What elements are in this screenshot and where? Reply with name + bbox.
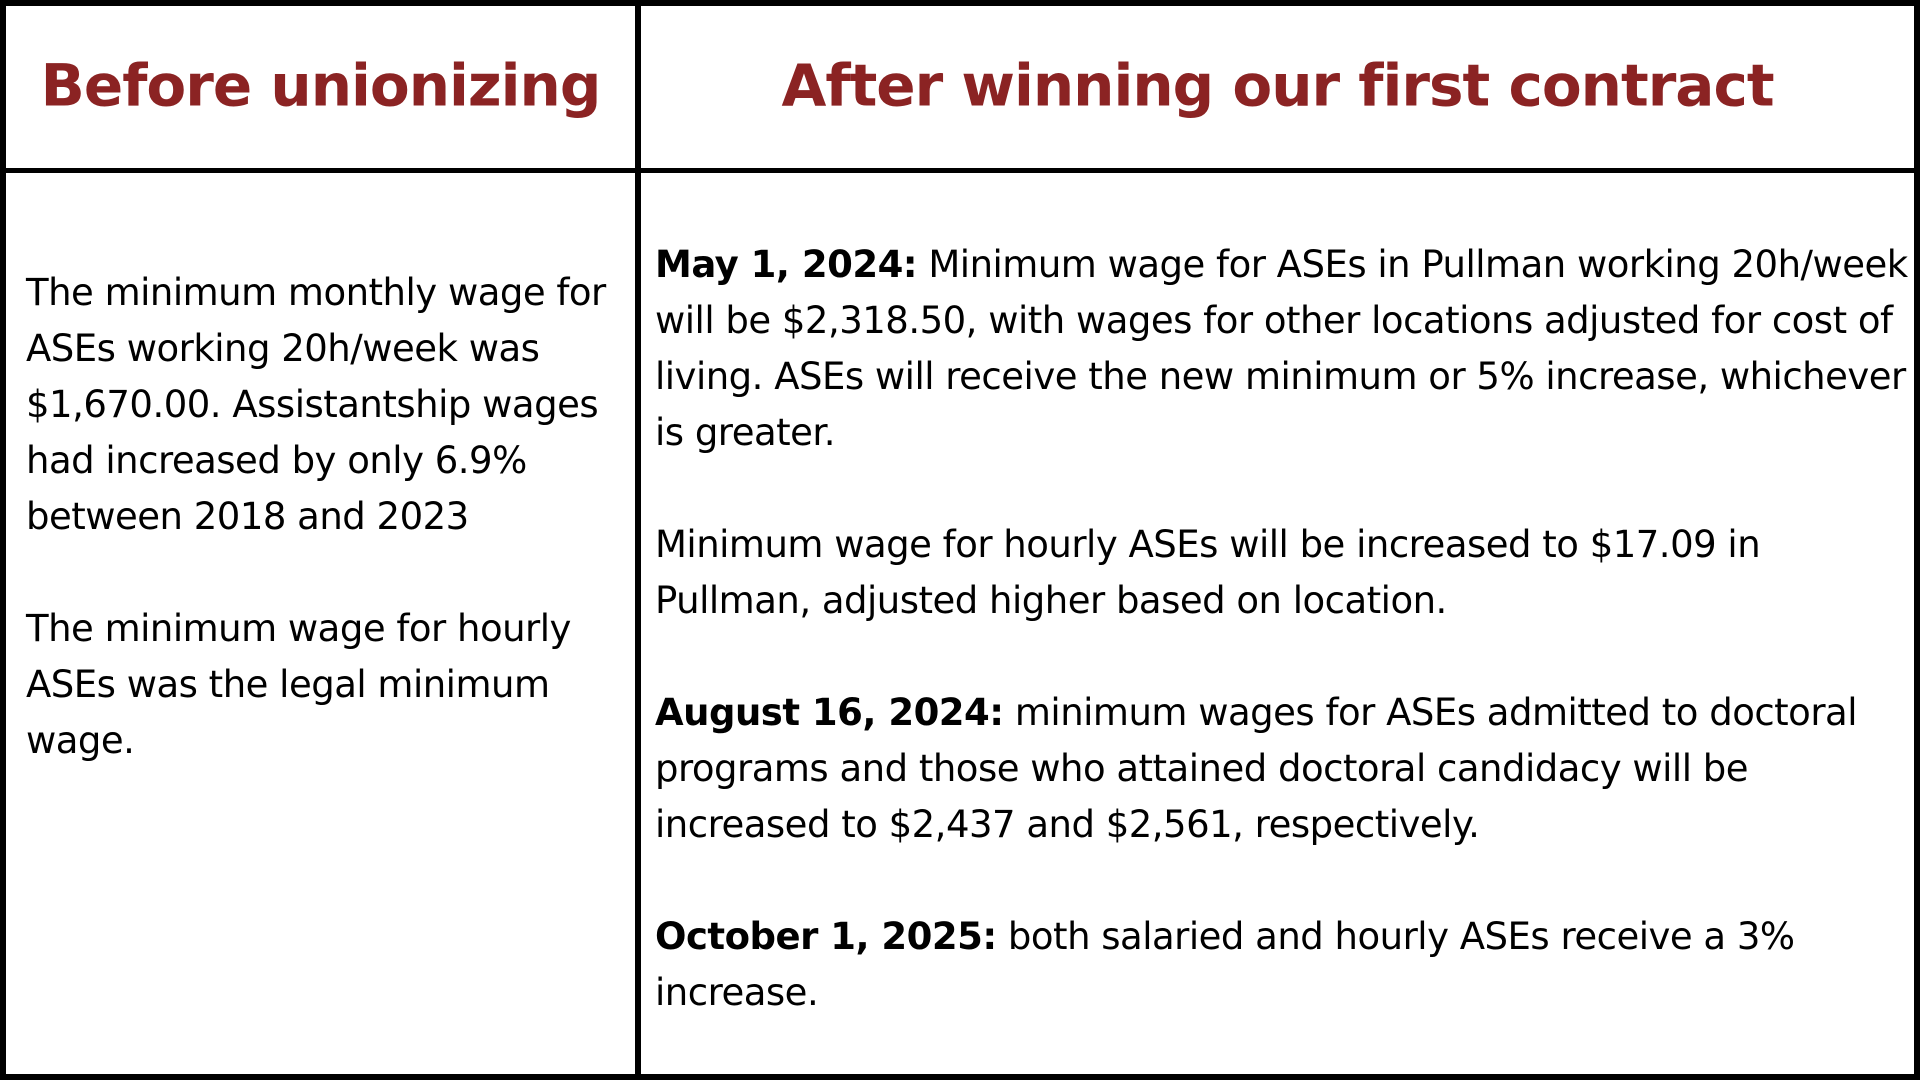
before-body-cell bbox=[6, 173, 641, 1074]
effective-date: May 1, 2024: bbox=[655, 243, 918, 286]
after-paragraph-text: Minimum wage for ASEs in Pullman working 20h/week will be $2,318.50, with wages for other locations adjusted for cost of living. ASEs will receive the new minimum or 5% increase, whichever is greater. bbox=[655, 243, 1908, 454]
effective-date: October 1, 2025: bbox=[655, 915, 997, 958]
before-text bbox=[26, 265, 626, 769]
effective-date: August 16, 2024: bbox=[655, 691, 1004, 734]
before-paragraph: The minimum wage for hourly ASEs was the legal minimum wage. bbox=[26, 607, 571, 762]
after-text bbox=[655, 237, 1917, 1021]
after-paragraph bbox=[655, 909, 1917, 1021]
before-heading: Before unionizing bbox=[40, 51, 601, 120]
after-heading: After winning our first contract bbox=[781, 51, 1774, 120]
after-paragraph-text: minimum wages for ASEs admitted to doctoral programs and those who attained doctoral candidacy will be increased to $2,437 and $2,561, respectively. bbox=[655, 691, 1857, 846]
after-paragraph bbox=[655, 237, 1917, 461]
after-paragraph-text: Minimum wage for hourly ASEs will be increased to $17.09 in Pullman, adjusted higher based on location. bbox=[655, 523, 1761, 622]
after-paragraph bbox=[655, 517, 1917, 629]
before-header-cell bbox=[6, 6, 641, 173]
after-body-cell bbox=[641, 173, 1914, 1074]
after-header-cell bbox=[641, 6, 1914, 173]
before-paragraph: The minimum monthly wage for ASEs working 20h/week was $1,670.00. Assistantship wages had increased by only 6.9% between 2018 and 2023 bbox=[26, 271, 606, 538]
after-paragraph-text: both salaried and hourly ASEs receive a 3% increase. bbox=[655, 915, 1795, 1014]
after-paragraph bbox=[655, 685, 1917, 853]
